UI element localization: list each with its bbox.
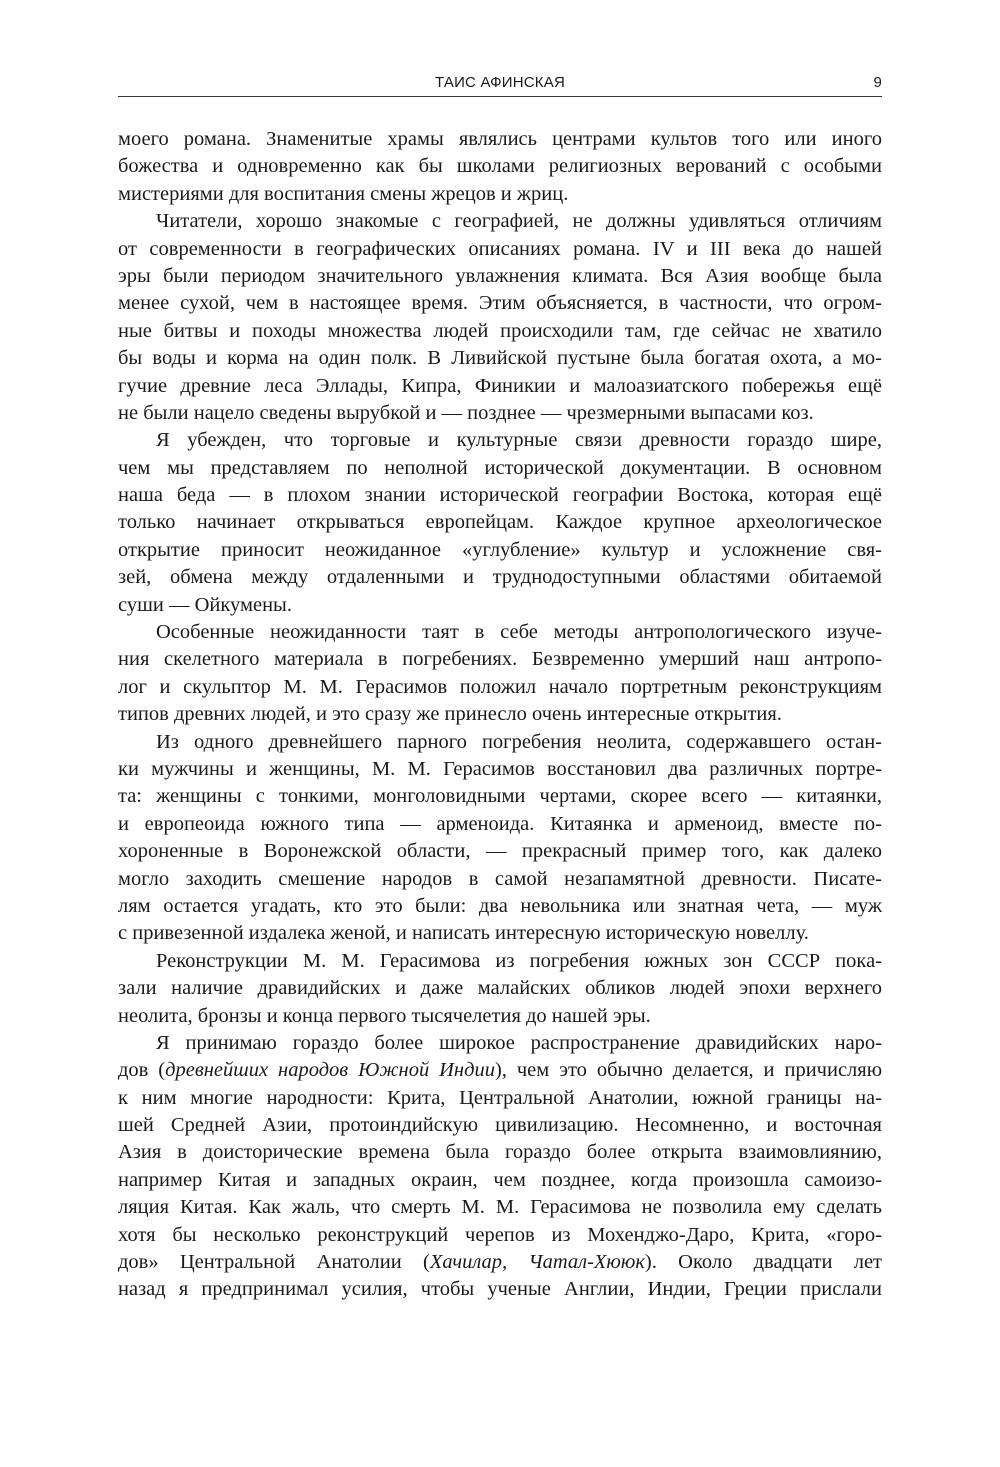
text-line: [118, 1194, 882, 1221]
text-line: [118, 181, 882, 208]
text-segment: та: женщины с тонкими, монголовидными чертами, скорее всего — китаянки,: [118, 785, 882, 808]
text-segment: ляция Китая. Как жаль, что смерть М. М. Герасимова не позволила ему сделать: [118, 1196, 882, 1219]
text-segment: не были нацело сведены вырубкой и — позднее — чрезмерными выпасами коз.: [118, 401, 814, 424]
text-segment: Я убежден, что торговые и культурные связи древности гораздо шире,: [156, 429, 882, 452]
text-line: [118, 893, 882, 920]
text-line: [118, 701, 882, 728]
text-line: [118, 537, 882, 564]
text-line: [118, 263, 882, 290]
text-segment: зей, обмена между отдаленными и труднодоступными областями обитаемой: [118, 566, 882, 589]
text-segment: к ним многие народности: Крита, Центральной Анатолии, южной границы на-: [118, 1086, 882, 1109]
text-line: [118, 400, 882, 427]
text-line: [118, 729, 882, 756]
text-line: [118, 619, 882, 646]
text-line: [118, 345, 882, 372]
text-segment: назад я предпринимал усилия, чтобы ученые Англии, Индии, Греции прислали: [118, 1278, 882, 1301]
text-segment: Я принимаю гораздо более широкое распространение дравидийских наро-: [156, 1031, 882, 1054]
text-line: [118, 592, 882, 619]
text-line: [118, 373, 882, 400]
text-line: [118, 1276, 882, 1303]
text-segment: неолита, бронзы и конца первого тысячелетия до нашей эры.: [118, 1004, 651, 1027]
text-line: [118, 482, 882, 509]
text-segment: дов (: [118, 1059, 166, 1082]
text-segment: хотя бы несколько реконструкций черепов из Мохенджо-Даро, Крита, «горо-: [118, 1223, 882, 1246]
text-line: [118, 208, 882, 235]
text-segment: лям остается угадать, кто это были: два невольника или знатная чета, — муж: [118, 894, 882, 917]
text-segment: Особенные неожиданности таят в себе методы антропологического изуче-: [156, 621, 882, 644]
text-segment: суши — Ойкумены.: [118, 593, 292, 616]
text-line: [118, 427, 882, 454]
text-line: [118, 920, 882, 947]
text-line: [118, 1112, 882, 1139]
text-line: [118, 290, 882, 317]
text-segment: божества и одновременно как бы школами религиозных верований с особыми: [118, 155, 882, 178]
text-body: [118, 126, 882, 1304]
text-line: [118, 811, 882, 838]
text-line: [118, 783, 882, 810]
text-segment: зали наличие дравидийских и даже малайских обликов людей эпохи верхнего: [118, 977, 882, 1000]
text-line: [118, 509, 882, 536]
text-segment: с привезенной издалека женой, и написать интересную историческую новеллу.: [118, 922, 809, 945]
text-line: [118, 646, 882, 673]
text-segment: ). Около двадцати лет: [644, 1251, 882, 1274]
text-line: [118, 564, 882, 591]
text-segment: гучие древние леса Эллады, Кипра, Финикии и малоазиатского побережья ещё: [118, 374, 882, 397]
text-segment: от современности в географических описаниях романа. IV и III века до нашей: [118, 237, 882, 260]
text-line: [118, 1085, 882, 1112]
text-segment: открытие приносит неожиданное «углубление» культур и усложнение свя-: [118, 538, 882, 561]
text-segment: могло заходить смешение народов в самой незапамятной древности. Писате-: [118, 867, 882, 890]
text-segment: чем мы представляем по неполной исторической документации. В основном: [118, 456, 882, 479]
text-segment: ки мужчины и женщины, М. М. Герасимов восстановил два различных портре-: [118, 757, 882, 780]
text-line: [118, 1003, 882, 1030]
text-line: [118, 1167, 882, 1194]
text-line: [118, 153, 882, 180]
text-line: [118, 126, 882, 153]
text-segment: Читатели, хорошо знакомые с географией, не должны удивляться отличиям: [156, 210, 882, 233]
text-segment: ), чем это обычно делается, и причисляю: [494, 1059, 883, 1082]
text-segment: менее сухой, чем в настоящее время. Этим объясняется, в частности, что огром-: [118, 292, 882, 315]
text-line: [118, 674, 882, 701]
text-line: [118, 1222, 882, 1249]
italic-text: древнейших народов Южной Индии: [165, 1059, 495, 1082]
text-segment: бы воды и корма на один полк. В Ливийской пустыне была богатая охота, а мо-: [118, 347, 882, 370]
text-line: [118, 1249, 882, 1276]
text-segment: эры были периодом значительного увлажнения климата. Вся Азия вообще была: [118, 264, 882, 287]
text-segment: лог и скульптор М. М. Герасимов положил начало портретным реконструкциям: [118, 675, 882, 698]
page-number: 9: [873, 74, 882, 91]
text-line: [118, 318, 882, 345]
text-segment: мистериями для воспитания смены жрецов и жриц.: [118, 182, 569, 205]
text-line: [118, 1057, 882, 1084]
text-line: [118, 948, 882, 975]
text-segment: шей Средней Азии, протоиндийскую цивилизацию. Несомненно, и восточная: [118, 1114, 882, 1137]
text-line: [118, 838, 882, 865]
text-line: [118, 866, 882, 893]
text-segment: дов» Центральной Анатолии (: [118, 1251, 430, 1274]
text-line: [118, 756, 882, 783]
text-segment: например Китая и западных окраин, чем позднее, когда произошла самоизо-: [118, 1168, 882, 1191]
text-segment: наша беда — в плохом знании исторической географии Востока, которая ещё: [118, 484, 882, 507]
running-title: ТАИС АФИНСКАЯ: [435, 74, 565, 91]
text-segment: и европеоида южного типа — арменоида. Китаянка и арменоид, вместе по-: [118, 812, 882, 835]
text-line: [118, 975, 882, 1002]
text-segment: Реконструкции М. М. Герасимова из погребения южных зон СССР пока-: [156, 949, 882, 972]
text-line: [118, 1030, 882, 1057]
page-header: [118, 70, 882, 97]
text-line: [118, 1139, 882, 1166]
text-segment: моего романа. Знаменитые храмы являлись центрами культов того или иного: [118, 128, 882, 150]
text-segment: хороненные в Воронежской области, — прекрасный пример того, как далеко: [118, 840, 882, 863]
text-line: [118, 455, 882, 482]
text-segment: типов древних людей, и это сразу же принесло очень интересные открытия.: [118, 703, 782, 726]
italic-text: Хачилар, Чатал-Хююк: [429, 1251, 645, 1274]
text-segment: ния скелетного материала в погребениях. Безвременно умерший наш антропо-: [118, 648, 882, 671]
text-segment: только начинает открываться европейцам. Каждое крупное археологическое: [118, 511, 882, 534]
text-segment: Азия в доисторические времена была гораздо более открыта взаимовлиянию,: [118, 1141, 882, 1164]
text-line: [118, 236, 882, 263]
text-segment: ные битвы и походы множества людей происходили там, где сейчас не хватило: [118, 319, 882, 342]
text-segment: Из одного древнейшего парного погребения неолита, содержавшего остан-: [156, 730, 882, 753]
